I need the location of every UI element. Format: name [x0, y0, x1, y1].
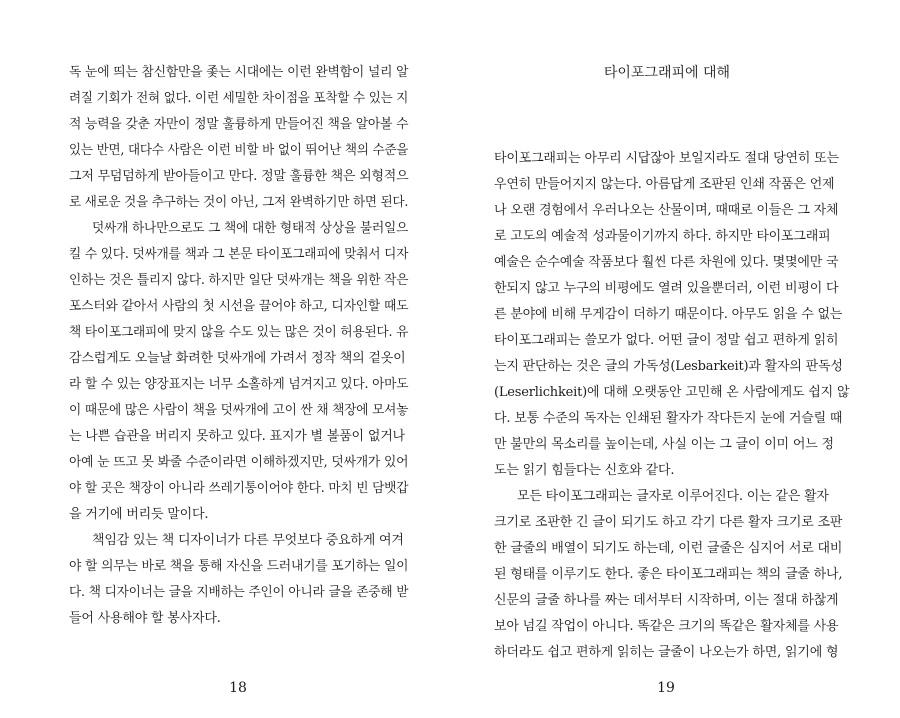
text-line: 을 거기에 버리듯 말이다. — [69, 507, 209, 522]
text-line: 적 능력을 갖춘 자만이 정말 훌륭하게 만들어진 책을 알아볼 수 — [69, 117, 409, 132]
text-line: 야 할 곳은 책장이 아니라 쓰레기통이어야 한다. 마치 빈 담뱃갑 — [69, 481, 409, 496]
text-line: 우연히 만들어지지 않는다. 아름답게 조판된 인쇄 작품은 언제 — [494, 177, 835, 192]
text-line: 타이포그래피는 쓸모가 없다. 어떤 글이 정말 쉽고 편하게 읽히 — [494, 333, 839, 348]
text-line: 나 오랜 경험에서 우러나오는 산물이며, 때때로 이들은 그 자체 — [494, 203, 839, 218]
text-line: 로 새로운 것을 추구하는 것이 아닌, 그저 완벽하기만 하면 된다. — [69, 195, 409, 210]
text-line: 이 때문에 많은 사람이 책을 덧싸개에 고이 싼 채 책장에 모셔놓 — [69, 403, 409, 418]
text-line: 책임감 있는 책 디자이너가 다른 무엇보다 중요하게 여겨 — [92, 533, 404, 548]
text-line: 른 분야에 비해 무게감이 더하기 때문이다. 아무도 읽을 수 없는 — [494, 307, 843, 322]
text-line: 한 글줄의 배열이 되기도 하는데, 이런 글줄은 심지어 서로 대비 — [494, 541, 843, 556]
text-line: 한되지 않고 누구의 비평에도 열려 있을뿐더러, 이런 비평이 다 — [494, 281, 839, 296]
text-line: 다. 책 디자이너는 글을 지배하는 주인이 아니라 글을 존중해 받 — [69, 585, 409, 600]
text-line: 는지 판단하는 것은 글의 가독성(Lesbarkeit)과 활자의 판독성 — [494, 359, 843, 374]
text-line: 다. 보통 수준의 독자는 인쇄된 활자가 작다든지 눈에 거슬릴 때 — [494, 411, 843, 426]
right-page — [450, 0, 900, 718]
text-line: 포스터와 같아서 사람의 첫 시선을 끌어야 하고, 디자인할 때도 — [69, 299, 409, 314]
text-line: 예술은 순수예술 작품보다 훨씬 다른 차원에 있다. 몇몇에만 국 — [494, 255, 839, 270]
text-line: 보아 넘길 작업이 아니다. 똑같은 크기의 똑같은 활자체를 사용 — [494, 619, 839, 634]
text-line: (Leserlichkeit)에 대해 오랫동안 고민해 온 사람에게도 쉽지 않 — [494, 385, 850, 400]
text-line: 독 눈에 띄는 참신함만을 좇는 시대에는 이런 완벽함이 널리 알 — [69, 65, 409, 80]
text-line: 는 나쁜 습관을 버리지 못하고 있다. 표지가 별 볼품이 없거나 — [69, 429, 405, 444]
text-line: 인하는 것은 틀리지 않다. 하지만 일단 덧싸개는 책을 위한 작은 — [69, 273, 409, 288]
text-line: 신문의 글줄 하나를 짜는 데서부터 시작하며, 이는 절대 하찮게 — [494, 593, 839, 608]
text-line: 책 타이포그래피에 맞지 않을 수도 있는 많은 것이 허용된다. 유 — [69, 325, 409, 340]
running-head: 타이포그래피에 대해 — [603, 65, 731, 81]
text-line: 감스럽게도 오늘날 화려한 덧싸개에 가려서 정작 책의 겉옷이 — [69, 351, 406, 366]
page-number: 19 — [657, 680, 675, 696]
text-line: 만 불만의 목소리를 높이는데, 사실 이는 그 글이 이미 어느 정 — [494, 437, 834, 452]
text-line: 들어 사용해야 할 봉사자다. — [69, 611, 221, 626]
text-line: 라 할 수 있는 양장표지는 너무 소홀하게 넘겨지고 있다. 아마도 — [69, 377, 409, 392]
text-line: 야 할 의무는 바로 책을 통해 자신을 드러내기를 포기하는 일이 — [69, 559, 409, 574]
text-line: 도는 읽기 힘들다는 신호와 같다. — [494, 463, 675, 478]
text-line: 아예 눈 뜨고 못 봐줄 수준이라면 이해하겠지만, 덧싸개가 있어 — [69, 455, 409, 470]
text-line: 킬 수 있다. 덧싸개를 책과 그 본문 타이포그래피에 맞춰서 디자 — [69, 247, 409, 262]
text-line: 려질 기회가 전혀 없다. 이런 세밀한 차이점을 포착할 수 있는 지 — [69, 91, 409, 106]
text-line: 그저 무덤덤하게 받아들이고 만다. 정말 훌륭한 책은 외형적으 — [69, 169, 409, 184]
text-line: 타이포그래피는 아무리 시답잖아 보일지라도 절대 당연히 또는 — [494, 151, 839, 166]
text-line: 모든 타이포그래피는 글자로 이루어진다. 이는 같은 활자 — [517, 489, 829, 504]
text-line: 있는 반면, 대다수 사람은 이런 비할 바 없이 뛰어난 책의 수준을 — [69, 143, 409, 158]
text-line: 덧싸개 하나만으로도 그 책에 대한 형태적 상상을 불러일으 — [92, 221, 409, 236]
text-line: 로 고도의 예술적 성과물이기까지 하다. 하지만 타이포그래피 — [494, 229, 831, 244]
text-line: 크기로 조판한 긴 글이 되기도 하고 각기 다른 활자 크기로 조판 — [494, 515, 843, 530]
page-number: 18 — [229, 680, 247, 696]
text-line: 하더라도 쉽고 편하게 읽히는 글줄이 나오는가 하면, 읽기에 형 — [494, 645, 839, 660]
text-line: 된 형태를 이루기도 한다. 좋은 타이포그래피는 책의 글줄 하나, — [494, 567, 843, 582]
